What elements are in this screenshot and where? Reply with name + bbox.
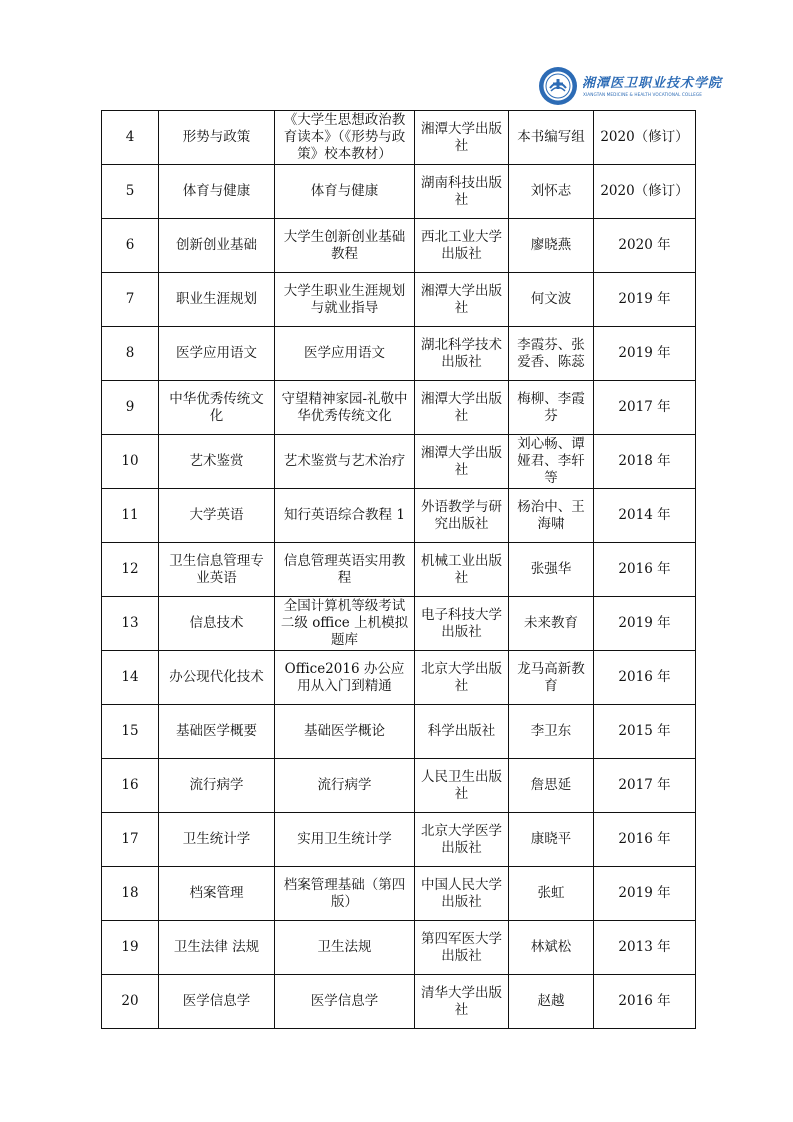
- course-name-cell: 体育与健康: [159, 165, 275, 219]
- publication-year-cell: 2017 年: [594, 381, 696, 435]
- publication-year-cell: 2018 年: [594, 435, 696, 489]
- author-cell: 龙马高新教育: [509, 651, 594, 705]
- publisher-cell: 湖北科学技术出版社: [415, 327, 509, 381]
- publisher-cell: 中国人民大学出版社: [415, 867, 509, 921]
- course-name-cell: 卫生统计学: [159, 813, 275, 867]
- row-number-cell: 6: [102, 219, 159, 273]
- table-row: [102, 921, 696, 975]
- textbook-title-cell: 知行英语综合教程 1: [275, 489, 415, 543]
- course-name-cell: 医学应用语文: [159, 327, 275, 381]
- college-logo: [538, 66, 723, 106]
- course-name-cell: 形势与政策: [159, 111, 275, 165]
- course-name-cell: 医学信息学: [159, 975, 275, 1029]
- course-name-cell: 基础医学概要: [159, 705, 275, 759]
- publisher-cell: 湘潭大学出版社: [415, 381, 509, 435]
- textbook-title-cell: 实用卫生统计学: [275, 813, 415, 867]
- publisher-cell: 清华大学出版社: [415, 975, 509, 1029]
- publisher-cell: 湘潭大学出版社: [415, 111, 509, 165]
- author-cell: 林斌松: [509, 921, 594, 975]
- course-name-cell: 创新创业基础: [159, 219, 275, 273]
- publication-year-cell: 2014 年: [594, 489, 696, 543]
- table-row: [102, 813, 696, 867]
- textbook-title-cell: 大学生创新创业基础教程: [275, 219, 415, 273]
- textbook-title-cell: 基础医学概论: [275, 705, 415, 759]
- table-row: [102, 651, 696, 705]
- college-name-en: XIANGTAN MEDICINE & HEALTH VOCATIONAL COLLEGE: [583, 92, 703, 97]
- publication-year-cell: 2019 年: [594, 327, 696, 381]
- row-number-cell: 4: [102, 111, 159, 165]
- author-cell: 詹思延: [509, 759, 594, 813]
- table-row: [102, 705, 696, 759]
- course-name-cell: 艺术鉴赏: [159, 435, 275, 489]
- publisher-cell: 北京大学出版社: [415, 651, 509, 705]
- course-name-cell: 中华优秀传统文化: [159, 381, 275, 435]
- publication-year-cell: 2020（修订）: [594, 165, 696, 219]
- publisher-cell: 人民卫生出版社: [415, 759, 509, 813]
- publisher-cell: 第四军医大学出版社: [415, 921, 509, 975]
- publication-year-cell: 2016 年: [594, 975, 696, 1029]
- course-name-cell: 办公现代化技术: [159, 651, 275, 705]
- table-row: [102, 543, 696, 597]
- author-cell: 赵越: [509, 975, 594, 1029]
- author-cell: 廖晓燕: [509, 219, 594, 273]
- course-name-cell: 大学英语: [159, 489, 275, 543]
- author-cell: 张强华: [509, 543, 594, 597]
- college-emblem-icon: [538, 66, 578, 106]
- course-name-cell: 卫生法律 法规: [159, 921, 275, 975]
- author-cell: 杨治中、王海啸: [509, 489, 594, 543]
- row-number-cell: 11: [102, 489, 159, 543]
- college-name-cn: 湘潭医卫职业技术学院: [582, 76, 723, 91]
- course-name-cell: 卫生信息管理专业英语: [159, 543, 275, 597]
- publisher-cell: 湘潭大学出版社: [415, 273, 509, 327]
- author-cell: 未来教育: [509, 597, 594, 651]
- table-row: [102, 111, 696, 165]
- row-number-cell: 16: [102, 759, 159, 813]
- publication-year-cell: 2019 年: [594, 273, 696, 327]
- row-number-cell: 5: [102, 165, 159, 219]
- publisher-cell: 科学出版社: [415, 705, 509, 759]
- author-cell: 刘心畅、谭娅君、李轩等: [509, 435, 594, 489]
- table-row: [102, 867, 696, 921]
- table-row: [102, 219, 696, 273]
- author-cell: 李卫东: [509, 705, 594, 759]
- author-cell: 康晓平: [509, 813, 594, 867]
- table-row: [102, 381, 696, 435]
- textbook-table-body: [102, 111, 696, 1029]
- row-number-cell: 14: [102, 651, 159, 705]
- textbook-title-cell: 《大学生思想政治教育读本》（《形势与政策》校本教材）: [275, 111, 415, 165]
- row-number-cell: 10: [102, 435, 159, 489]
- table-row: [102, 327, 696, 381]
- author-cell: 梅柳、李霞芬: [509, 381, 594, 435]
- publisher-cell: 机械工业出版社: [415, 543, 509, 597]
- author-cell: 李霞芬、张爱香、陈蕊: [509, 327, 594, 381]
- row-number-cell: 20: [102, 975, 159, 1029]
- table-row: [102, 489, 696, 543]
- textbook-title-cell: 大学生职业生涯规划与就业指导: [275, 273, 415, 327]
- publication-year-cell: 2020（修订）: [594, 111, 696, 165]
- publication-year-cell: 2016 年: [594, 651, 696, 705]
- course-name-cell: 信息技术: [159, 597, 275, 651]
- table-row: [102, 975, 696, 1029]
- row-number-cell: 8: [102, 327, 159, 381]
- textbook-title-cell: 全国计算机等级考试二级 office 上机模拟题库: [275, 597, 415, 651]
- course-name-cell: 职业生涯规划: [159, 273, 275, 327]
- table-row: [102, 435, 696, 489]
- author-cell: 何文波: [509, 273, 594, 327]
- publication-year-cell: 2016 年: [594, 543, 696, 597]
- row-number-cell: 13: [102, 597, 159, 651]
- author-cell: 本书编写组: [509, 111, 594, 165]
- course-name-cell: 流行病学: [159, 759, 275, 813]
- textbook-title-cell: 艺术鉴赏与艺术治疗: [275, 435, 415, 489]
- textbook-title-cell: 守望精神家园-礼敬中华优秀传统文化: [275, 381, 415, 435]
- publisher-cell: 电子科技大学出版社: [415, 597, 509, 651]
- textbook-title-cell: Office2016 办公应用从入门到精通: [275, 651, 415, 705]
- textbook-title-cell: 流行病学: [275, 759, 415, 813]
- textbook-title-cell: 医学应用语文: [275, 327, 415, 381]
- table-row: [102, 759, 696, 813]
- publisher-cell: 湖南科技出版社: [415, 165, 509, 219]
- row-number-cell: 18: [102, 867, 159, 921]
- textbook-table: [101, 110, 696, 1029]
- textbook-title-cell: 体育与健康: [275, 165, 415, 219]
- table-row: [102, 597, 696, 651]
- row-number-cell: 15: [102, 705, 159, 759]
- row-number-cell: 17: [102, 813, 159, 867]
- publisher-cell: 外语教学与研究出版社: [415, 489, 509, 543]
- textbook-title-cell: 卫生法规: [275, 921, 415, 975]
- table-row: [102, 273, 696, 327]
- publisher-cell: 湘潭大学出版社: [415, 435, 509, 489]
- publication-year-cell: 2013 年: [594, 921, 696, 975]
- textbook-title-cell: 医学信息学: [275, 975, 415, 1029]
- row-number-cell: 7: [102, 273, 159, 327]
- publication-year-cell: 2017 年: [594, 759, 696, 813]
- textbook-title-cell: 档案管理基础（第四版）: [275, 867, 415, 921]
- publication-year-cell: 2016 年: [594, 813, 696, 867]
- publication-year-cell: 2015 年: [594, 705, 696, 759]
- textbook-title-cell: 信息管理英语实用教程: [275, 543, 415, 597]
- author-cell: 张虹: [509, 867, 594, 921]
- author-cell: 刘怀志: [509, 165, 594, 219]
- course-name-cell: 档案管理: [159, 867, 275, 921]
- publication-year-cell: 2019 年: [594, 867, 696, 921]
- row-number-cell: 12: [102, 543, 159, 597]
- row-number-cell: 19: [102, 921, 159, 975]
- table-row: [102, 165, 696, 219]
- row-number-cell: 9: [102, 381, 159, 435]
- publisher-cell: 北京大学医学出版社: [415, 813, 509, 867]
- publisher-cell: 西北工业大学出版社: [415, 219, 509, 273]
- publication-year-cell: 2020 年: [594, 219, 696, 273]
- publication-year-cell: 2019 年: [594, 597, 696, 651]
